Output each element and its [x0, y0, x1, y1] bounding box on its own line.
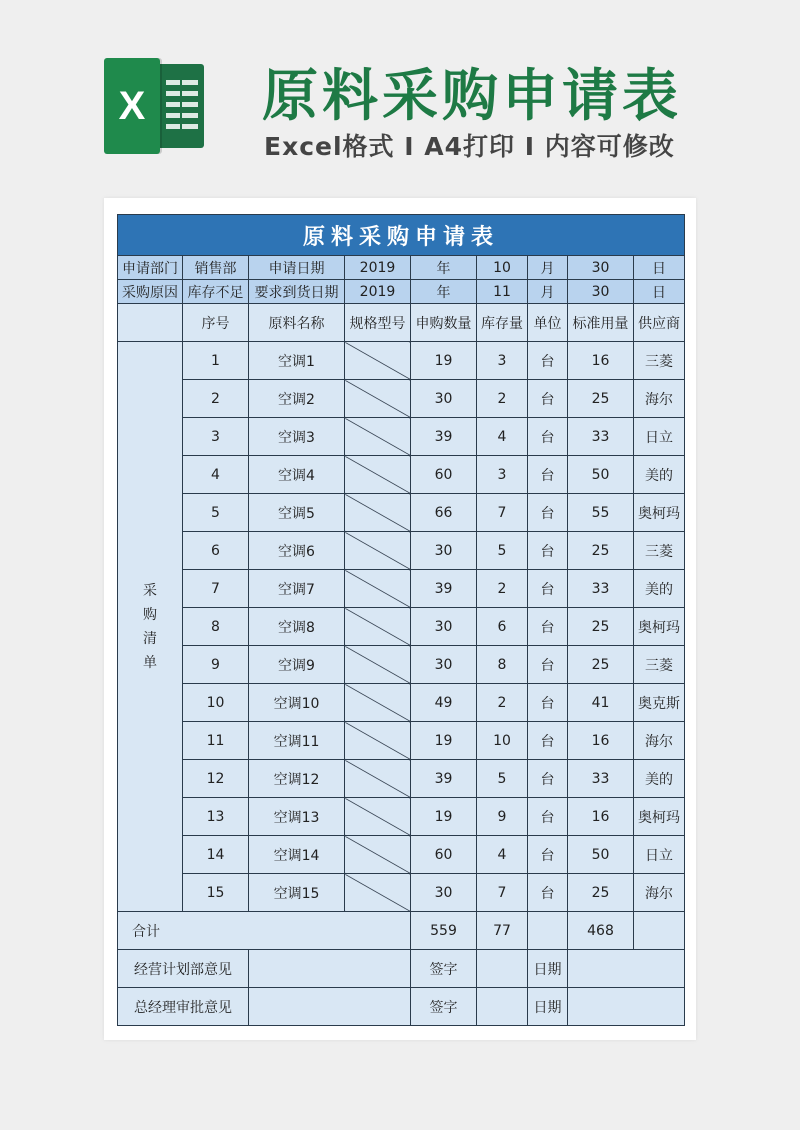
item-qty: 60: [411, 836, 477, 874]
item-qty: 19: [411, 798, 477, 836]
table-row: [118, 798, 685, 836]
item-qty: 30: [411, 608, 477, 646]
item-std: 33: [568, 570, 634, 608]
item-stock: 4: [477, 418, 528, 456]
info-row: [118, 280, 685, 304]
item-spec-blank: [345, 798, 411, 836]
item-std: 55: [568, 494, 634, 532]
item-supplier: 海尔: [634, 380, 685, 418]
column-header-supplier: 供应商: [634, 304, 685, 342]
approval-date-label: 日期: [528, 988, 568, 1026]
info-year-unit: 年: [411, 256, 477, 280]
item-supplier: 奥柯玛: [634, 608, 685, 646]
item-supplier: 海尔: [634, 874, 685, 912]
item-unit: 台: [528, 380, 568, 418]
info-year-unit: 年: [411, 280, 477, 304]
section-label-char: 采: [143, 582, 157, 599]
item-no: 12: [183, 760, 249, 798]
item-spec-blank: [345, 874, 411, 912]
item-unit: 台: [528, 836, 568, 874]
item-std: 25: [568, 380, 634, 418]
total-row: [118, 912, 685, 950]
item-unit: 台: [528, 684, 568, 722]
total-qty: 559: [411, 912, 477, 950]
table-row: [118, 608, 685, 646]
approval-opinion-field[interactable]: [249, 950, 411, 988]
item-std: 25: [568, 532, 634, 570]
item-unit: 台: [528, 532, 568, 570]
item-supplier: 日立: [634, 836, 685, 874]
item-stock: 2: [477, 570, 528, 608]
item-no: 6: [183, 532, 249, 570]
item-unit: 台: [528, 646, 568, 684]
table-row: [118, 456, 685, 494]
item-qty: 30: [411, 646, 477, 684]
item-no: 4: [183, 456, 249, 494]
table-row: [118, 342, 685, 380]
table-row: [118, 532, 685, 570]
item-spec-blank: [345, 380, 411, 418]
table-row: [118, 760, 685, 798]
item-unit: 台: [528, 760, 568, 798]
item-unit: 台: [528, 418, 568, 456]
item-unit: 台: [528, 570, 568, 608]
info-value: 库存不足: [183, 280, 249, 304]
info-label: 申请日期: [249, 256, 345, 280]
info-day: 30: [568, 280, 634, 304]
item-name: 空调13: [249, 798, 345, 836]
approval-sign-label: 签字: [411, 988, 477, 1026]
section-label: [118, 342, 183, 912]
item-std: 50: [568, 456, 634, 494]
total-std: 468: [568, 912, 634, 950]
item-supplier: 海尔: [634, 722, 685, 760]
table-row: [118, 684, 685, 722]
item-stock: 6: [477, 608, 528, 646]
item-name: 空调2: [249, 380, 345, 418]
table-row: [118, 722, 685, 760]
info-value: 销售部: [183, 256, 249, 280]
info-month: 10: [477, 256, 528, 280]
column-header-spec: 规格型号: [345, 304, 411, 342]
approval-sign-field: [477, 988, 528, 1026]
item-stock: 9: [477, 798, 528, 836]
item-spec-blank: [345, 646, 411, 684]
table-row: [118, 380, 685, 418]
approval-label: 总经理审批意见: [118, 988, 249, 1026]
total-supplier-blank: [634, 912, 685, 950]
total-label: 合计: [118, 912, 411, 950]
table-row: [118, 646, 685, 684]
item-stock: 4: [477, 836, 528, 874]
purchase-request-sheet: [117, 214, 685, 1026]
item-spec-blank: [345, 608, 411, 646]
item-stock: 2: [477, 380, 528, 418]
item-qty: 30: [411, 380, 477, 418]
item-std: 16: [568, 798, 634, 836]
table-row: [118, 836, 685, 874]
item-supplier: 三菱: [634, 532, 685, 570]
item-no: 3: [183, 418, 249, 456]
item-no: 13: [183, 798, 249, 836]
item-qty: 66: [411, 494, 477, 532]
item-no: 8: [183, 608, 249, 646]
item-name: 空调6: [249, 532, 345, 570]
item-std: 33: [568, 760, 634, 798]
item-spec-blank: [345, 684, 411, 722]
item-spec-blank: [345, 494, 411, 532]
info-day-unit: 日: [634, 256, 685, 280]
item-std: 25: [568, 874, 634, 912]
approval-row: [118, 950, 685, 988]
page-subtitle: Excel格式 I A4打印 I 内容可修改: [264, 132, 675, 161]
item-supplier: 美的: [634, 456, 685, 494]
item-std: 16: [568, 722, 634, 760]
item-spec-blank: [345, 418, 411, 456]
column-header-stock: 库存量: [477, 304, 528, 342]
item-supplier: 美的: [634, 570, 685, 608]
page-title: 原料采购申请表: [262, 64, 682, 129]
item-name: 空调12: [249, 760, 345, 798]
item-name: 空调15: [249, 874, 345, 912]
item-stock: 3: [477, 342, 528, 380]
item-stock: 7: [477, 494, 528, 532]
column-header-std: 标准用量: [568, 304, 634, 342]
item-supplier: 三菱: [634, 342, 685, 380]
column-header-no: 序号: [183, 304, 249, 342]
item-qty: 39: [411, 418, 477, 456]
item-no: 15: [183, 874, 249, 912]
item-name: 空调8: [249, 608, 345, 646]
sheet-title: 原料采购申请表: [118, 215, 685, 256]
item-name: 空调14: [249, 836, 345, 874]
item-stock: 8: [477, 646, 528, 684]
info-month-unit: 月: [528, 256, 568, 280]
column-header-unit: 单位: [528, 304, 568, 342]
section-label-char: 单: [143, 654, 157, 671]
item-unit: 台: [528, 798, 568, 836]
info-year: 2019: [345, 256, 411, 280]
item-supplier: 美的: [634, 760, 685, 798]
item-no: 9: [183, 646, 249, 684]
item-qty: 30: [411, 874, 477, 912]
item-spec-blank: [345, 570, 411, 608]
item-spec-blank: [345, 532, 411, 570]
info-month: 11: [477, 280, 528, 304]
table-row: [118, 494, 685, 532]
item-no: 2: [183, 380, 249, 418]
item-name: 空调5: [249, 494, 345, 532]
item-std: 16: [568, 342, 634, 380]
item-std: 33: [568, 418, 634, 456]
item-supplier: 日立: [634, 418, 685, 456]
approval-date-field: [568, 988, 685, 1026]
item-stock: 2: [477, 684, 528, 722]
item-qty: 30: [411, 532, 477, 570]
section-label-char: 清: [143, 630, 157, 647]
item-stock: 10: [477, 722, 528, 760]
item-no: 11: [183, 722, 249, 760]
approval-date-label: 日期: [528, 950, 568, 988]
header-blank: [118, 304, 183, 342]
column-header-row: [118, 304, 685, 342]
item-no: 14: [183, 836, 249, 874]
item-stock: 7: [477, 874, 528, 912]
item-name: 空调11: [249, 722, 345, 760]
info-day-unit: 日: [634, 280, 685, 304]
item-stock: 3: [477, 456, 528, 494]
item-no: 1: [183, 342, 249, 380]
item-qty: 39: [411, 760, 477, 798]
item-unit: 台: [528, 722, 568, 760]
item-spec-blank: [345, 760, 411, 798]
item-stock: 5: [477, 532, 528, 570]
item-qty: 60: [411, 456, 477, 494]
item-name: 空调9: [249, 646, 345, 684]
item-qty: 19: [411, 722, 477, 760]
info-label: 申请部门: [118, 256, 183, 280]
approval-label: 经营计划部意见: [118, 950, 249, 988]
item-unit: 台: [528, 608, 568, 646]
table-row: [118, 570, 685, 608]
info-label: 要求到货日期: [249, 280, 345, 304]
info-day: 30: [568, 256, 634, 280]
total-unit-blank: [528, 912, 568, 950]
excel-logo-icon: [104, 58, 204, 154]
approval-sign-field: [477, 950, 528, 988]
item-supplier: 奥柯玛: [634, 494, 685, 532]
column-header-qty: 申购数量: [411, 304, 477, 342]
excel-logo-letter: X: [104, 58, 160, 154]
item-std: 41: [568, 684, 634, 722]
item-stock: 5: [477, 760, 528, 798]
item-no: 7: [183, 570, 249, 608]
item-spec-blank: [345, 836, 411, 874]
info-label: 采购原因: [118, 280, 183, 304]
item-supplier: 奥克斯: [634, 684, 685, 722]
item-name: 空调1: [249, 342, 345, 380]
item-name: 空调4: [249, 456, 345, 494]
item-name: 空调7: [249, 570, 345, 608]
item-unit: 台: [528, 342, 568, 380]
approval-sign-label: 签字: [411, 950, 477, 988]
section-label-char: 购: [143, 606, 157, 623]
item-no: 10: [183, 684, 249, 722]
column-header-name: 原料名称: [249, 304, 345, 342]
item-std: 50: [568, 836, 634, 874]
item-qty: 49: [411, 684, 477, 722]
item-unit: 台: [528, 874, 568, 912]
approval-date-field: [568, 950, 685, 988]
info-month-unit: 月: [528, 280, 568, 304]
item-supplier: 奥柯玛: [634, 798, 685, 836]
sheet-title-row: [118, 215, 685, 256]
item-spec-blank: [345, 722, 411, 760]
item-std: 25: [568, 608, 634, 646]
item-spec-blank: [345, 456, 411, 494]
approval-row: [118, 988, 685, 1026]
purchase-table: [117, 214, 685, 1026]
total-stock: 77: [477, 912, 528, 950]
item-name: 空调3: [249, 418, 345, 456]
item-spec-blank: [345, 342, 411, 380]
table-row: [118, 418, 685, 456]
approval-opinion-field[interactable]: [249, 988, 411, 1026]
item-qty: 39: [411, 570, 477, 608]
item-qty: 19: [411, 342, 477, 380]
item-name: 空调10: [249, 684, 345, 722]
info-year: 2019: [345, 280, 411, 304]
table-row: [118, 874, 685, 912]
item-supplier: 三菱: [634, 646, 685, 684]
item-unit: 台: [528, 494, 568, 532]
item-std: 25: [568, 646, 634, 684]
info-row: [118, 256, 685, 280]
item-unit: 台: [528, 456, 568, 494]
item-no: 5: [183, 494, 249, 532]
